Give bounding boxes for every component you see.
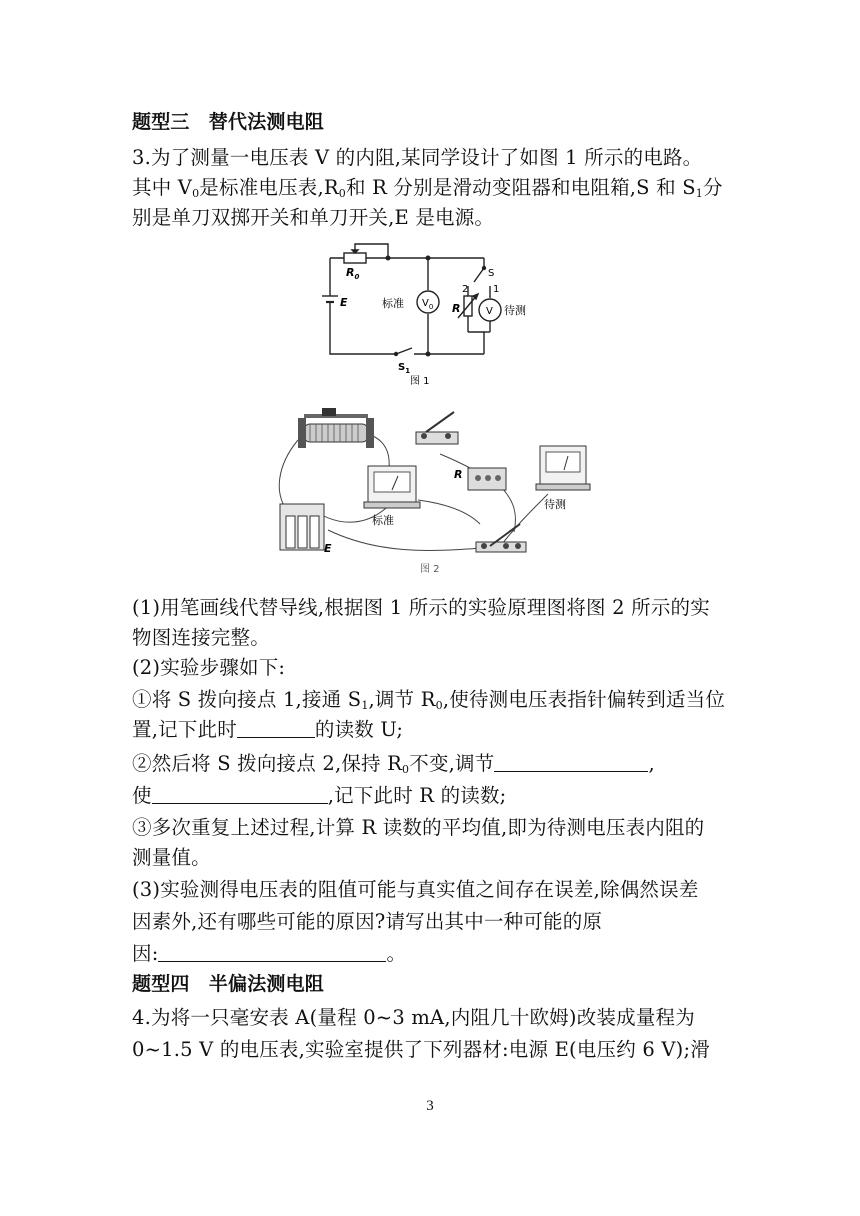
rheostat-image (298, 408, 374, 448)
part2-step1-line-2: 置,记下此时 的读数 U; (132, 718, 404, 741)
answer-blank-1[interactable] (237, 717, 315, 738)
q4-line-1: 4.为将一只毫安表 A(量程 0~3 mA,内阻几十欧姆)改装成量程为 (132, 1006, 695, 1029)
fig2-label-r: R (454, 468, 463, 481)
standard-voltmeter-image (364, 466, 420, 508)
section-heading-4: 题型四 半偏法测电阻 (132, 973, 325, 995)
part2-intro: (2)实验步骤如下: (132, 656, 286, 679)
part3-line-1: (3)实验测得电压表的阻值可能与真实值之间存在误差,除偶然误差 (132, 878, 699, 901)
q3-line-1: 3.为了测量一电压表 V 的内阻,某同学设计了如图 1 所示的电路。 (132, 146, 703, 169)
fig1-label-2: 2 (462, 284, 469, 295)
figure-2-apparatus (268, 404, 600, 580)
page-number: 3 (426, 1098, 434, 1114)
figure-1-circuit (318, 240, 548, 392)
part3-line-2: 因素外,还有哪些可能的原因?请写出其中一种可能的原 (132, 910, 603, 933)
switch-s-image (476, 524, 526, 552)
fig2-label-e: E (324, 542, 332, 555)
q3-line-3: 别是单刀双掷开关和单刀开关,E 是电源。 (132, 206, 495, 229)
battery-image (280, 504, 324, 550)
part2-step2-line-2: 使 ,记下此时 R 的读数; (132, 784, 507, 807)
fig1-label-s1: $S_1$ (398, 362, 411, 375)
q3-line-2: 其中 $V_0$是标准电压表$,R_0$和 R 分别是滑动变阻器和电阻箱,S 和 $S_1$分 (132, 176, 723, 200)
answer-blank-4[interactable] (158, 941, 386, 962)
fig1-label-standard: 标准 (382, 297, 404, 310)
fig2-label-standard: 标准 (372, 514, 394, 527)
resistance-box-image (468, 468, 506, 490)
part2-step2-line-1: ②然后将 S 拨向接点 2,保持 $R_0$不变,调节 , (132, 752, 655, 776)
part3-line-3: 因: 。 (132, 942, 407, 965)
test-voltmeter-image (536, 446, 590, 490)
fig1-caption: 图 1 (410, 376, 430, 387)
fig1-label-test: 待测 (504, 304, 526, 317)
answer-blank-2[interactable] (494, 751, 648, 772)
fig2-label-test: 待测 (544, 498, 566, 511)
fig1-label-s: S (488, 268, 495, 279)
fig1-label-v: V (486, 306, 493, 317)
fig1-label-r0: $R_0$ (346, 266, 360, 281)
part2-step1-line-1: ①将 S 拨向接点 1,接通 $S_1$,调节 $R_0$,使待测电压表指针偏转到适当位 (132, 688, 726, 712)
fig1-label-1: 1 (493, 284, 500, 295)
switch-s1-image (416, 412, 458, 444)
q4-line-2: 0~1.5 V 的电压表,实验室提供了下列器材:电源 E(电压约 6 V);滑 (132, 1038, 710, 1061)
fig1-label-e: E (340, 296, 348, 309)
part1-line-2: 物图连接完整。 (132, 626, 270, 649)
part2-step3-line-2: 测量值。 (132, 846, 211, 869)
fig1-label-r: R (452, 302, 461, 315)
section-heading-3: 题型三 替代法测电阻 (132, 111, 325, 133)
part2-step3-line-1: ③多次重复上述过程,计算 R 读数的平均值,即为待测电压表内阻的 (132, 816, 705, 839)
fig1-label-v0: $V_0$ (422, 298, 434, 311)
fig2-caption: 图 2 (420, 564, 440, 575)
part1-line-1: (1)用笔画线代替导线,根据图 1 所示的实验原理图将图 2 所示的实 (132, 596, 710, 619)
answer-blank-3[interactable] (152, 783, 328, 804)
